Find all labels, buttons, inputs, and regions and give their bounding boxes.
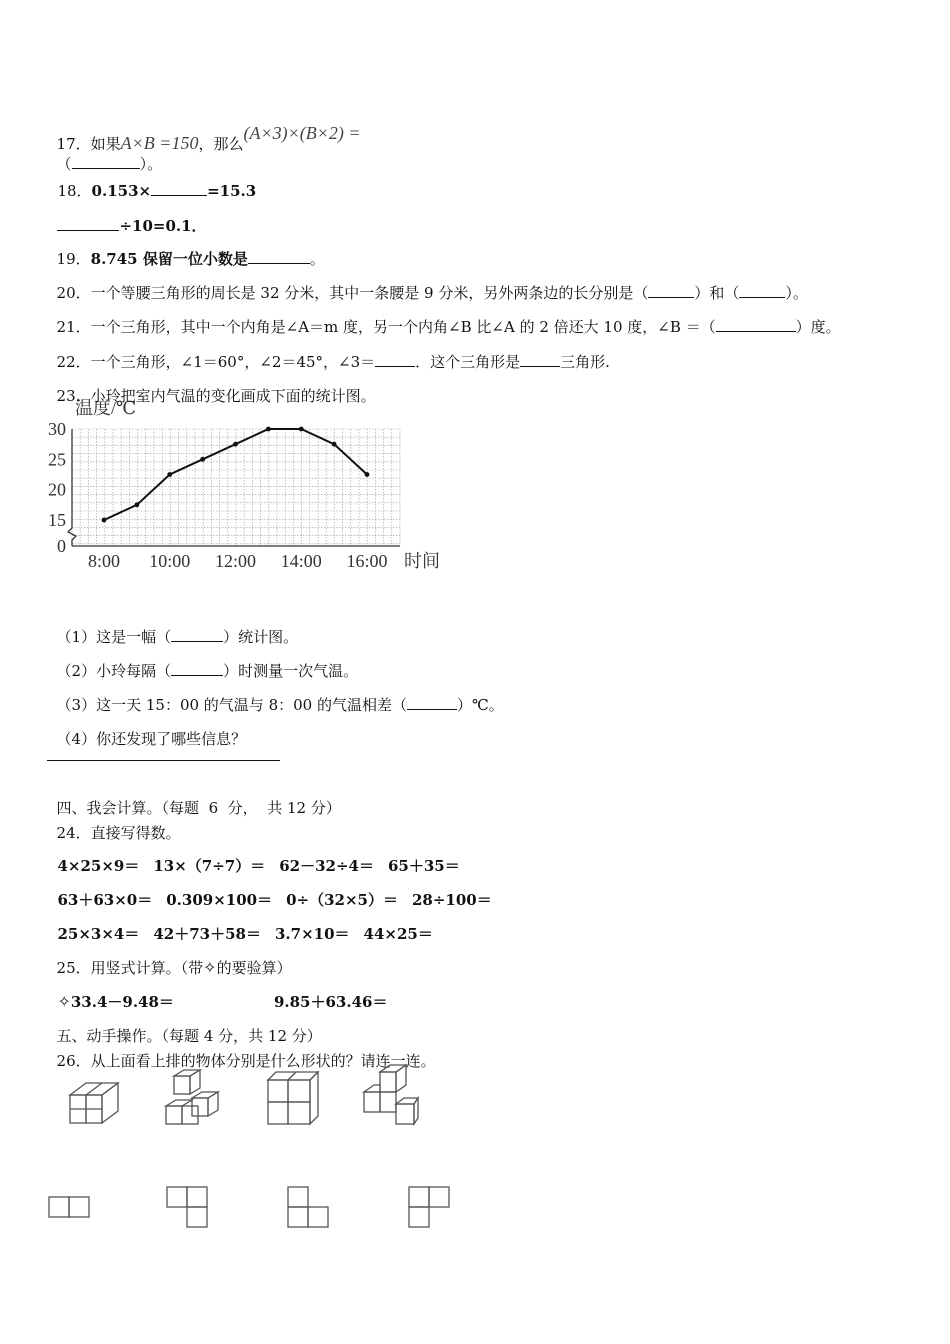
cube-object-4 <box>356 1062 426 1134</box>
q19-number: 19． <box>56 250 91 268</box>
cube-object-2 <box>158 1068 228 1134</box>
section-4-title: 四、我会计算。（每题 6 分， 共 12 分） <box>56 799 341 817</box>
y-tick-label: 30 <box>48 419 66 439</box>
q21-text: 一个三角形，其中一个内角是∠A＝m 度，另一个内角∠B 比∠A 的 2 倍还大 10 度，∠B ＝（ <box>90 318 716 336</box>
y-tick-label: 25 <box>48 449 66 470</box>
q21-blank[interactable] <box>716 317 796 332</box>
data-point <box>299 427 304 432</box>
q21-number: 21． <box>56 318 91 336</box>
q26-text: 从上面看上排的物体分别是什么形状的？请连一连。 <box>90 1052 436 1070</box>
calc-item: 0÷（32×5）＝ <box>286 891 398 909</box>
y-tick-label: 0 <box>57 536 66 556</box>
q22-blank-1[interactable] <box>375 352 415 367</box>
q23-sub3-a: （3）这一天 15：00 的气温与 8：00 的气温相差（ <box>56 696 407 714</box>
q18-blank-1[interactable] <box>151 181 207 196</box>
calc-item: 62－32÷4＝ <box>279 857 374 875</box>
q25-text-b: 的要验算） <box>216 959 292 977</box>
q23-number: 23． <box>56 387 91 405</box>
calc-item: 25×3×4＝ <box>57 925 140 943</box>
q17-mid: ，那么 <box>198 135 244 153</box>
q17-number: 17． <box>56 135 91 153</box>
x-tick-label: 16:00 <box>346 551 388 571</box>
q23-text: 小玲把室内气温的变化画成下面的统计图。 <box>90 387 376 405</box>
x-tick-label: 12:00 <box>214 551 257 571</box>
q23-sub1-blank[interactable] <box>171 627 223 642</box>
top-view-shape-4 <box>408 1186 454 1236</box>
data-point <box>233 442 238 447</box>
q20-number: 20． <box>56 284 91 302</box>
q26-number: 26． <box>56 1052 91 1070</box>
q20-blank-2[interactable] <box>739 283 785 298</box>
data-point <box>332 442 337 447</box>
q23-sub2-blank[interactable] <box>171 661 223 676</box>
top-view-shape-3 <box>287 1186 333 1236</box>
x-tick-labels <box>88 551 388 571</box>
data-point <box>266 427 271 432</box>
q22-number: 22． <box>56 353 91 371</box>
q23-sub2-b: ）时测量一次气温。 <box>223 662 359 680</box>
calc-item: 3.7×10＝ <box>274 925 350 943</box>
q24-text: 直接写得数。 <box>90 824 181 842</box>
calc-item: 42＋73＋58＝ <box>153 925 261 943</box>
q18-line1-b: =15.3 <box>207 182 257 200</box>
top-view-shape-1 <box>48 1196 92 1226</box>
q21-end: ）度。 <box>795 318 841 336</box>
q23-sub4-text: （4）你还发现了哪些信息？ <box>56 730 247 748</box>
calc-item: 65＋35＝ <box>388 857 460 875</box>
q19-text: 8.745 保留一位小数是 <box>90 250 248 268</box>
q17-paren-close: ）。 <box>139 155 163 173</box>
q23-sub1-b: ）统计图。 <box>223 628 299 646</box>
q24-number: 24． <box>56 824 91 842</box>
y-axis <box>68 429 76 546</box>
q18-line1-a: 0.153× <box>91 182 152 200</box>
q25-item-1: 33.4－9.48＝ <box>70 993 174 1011</box>
y-axis-label: 温度/℃ <box>75 398 137 418</box>
x-axis-label: 时间 <box>404 551 440 571</box>
q18-line2-b: ÷10=0.1． <box>119 217 207 235</box>
x-tick-label: 8:00 <box>87 551 121 571</box>
question-18 <box>47 161 256 201</box>
q17-paren-open: （ <box>56 155 72 173</box>
q22-text: 一个三角形，∠1＝60°，∠2＝45°，∠3＝ <box>90 353 376 371</box>
q23-sub2-a: （2）小玲每隔（ <box>56 662 172 680</box>
q17-pre: 如果 <box>90 135 121 153</box>
q23-sub1-a: （1）这是一幅（ <box>56 628 172 646</box>
cube-object-3 <box>262 1068 327 1134</box>
y-tick-labels <box>48 419 66 556</box>
data-point <box>134 502 139 507</box>
y-tick-label: 15 <box>48 510 66 530</box>
q19-end: 。 <box>309 250 325 268</box>
x-tick-label: 14:00 <box>280 551 322 571</box>
chart-axes <box>68 429 400 546</box>
question-21 <box>47 297 841 337</box>
star-icon: ✧ <box>57 992 71 1011</box>
top-view-shape-2 <box>166 1186 212 1234</box>
q18-number: 18． <box>57 182 92 200</box>
q22-blank-2[interactable] <box>520 352 560 367</box>
data-point <box>365 472 370 477</box>
q17-formula-2: (A×3)×(B×2) = <box>243 123 361 143</box>
calc-item: 28÷100＝ <box>411 891 492 909</box>
q22-mid: ．这个三角形是 <box>415 353 521 371</box>
data-point <box>102 518 107 523</box>
chart-grid <box>72 429 400 546</box>
q19-blank[interactable] <box>248 249 310 264</box>
x-tick-label: 10:00 <box>149 551 191 571</box>
q20-end: ）。 <box>785 284 808 302</box>
star-icon: ✧ <box>203 958 217 977</box>
q22-end: 三角形. <box>560 353 610 371</box>
calc-item: 44×25＝ <box>363 925 433 943</box>
q25-item-2: 9.85＋63.46＝ <box>273 993 388 1011</box>
data-point <box>167 472 172 477</box>
q23-sub3-b: ）℃。 <box>456 696 504 714</box>
q23-answer-line[interactable] <box>47 760 280 761</box>
calc-item: 63＋63×0＝ <box>57 891 153 909</box>
q25-number: 25． <box>56 959 91 977</box>
calc-item: 4×25×9＝ <box>57 857 140 875</box>
q20-mid: ）和（ <box>694 284 740 302</box>
y-tick-label: 20 <box>48 479 66 500</box>
data-point <box>200 457 205 462</box>
q23-sub4 <box>47 709 246 749</box>
q20-text: 一个等腰三角形的周长是 32 分米，其中一条腰是 9 分米，另外两条边的长分别是（ <box>90 284 649 302</box>
calc-item: 0.309×100＝ <box>166 891 273 909</box>
cube-object-1 <box>60 1075 130 1134</box>
q20-blank-1[interactable] <box>648 283 694 298</box>
q17-formula-1: A×B =150 <box>120 133 199 153</box>
calc-item: 13×（7÷7）＝ <box>153 857 266 875</box>
q25-text-a: 用竖式计算。（带 <box>90 959 204 977</box>
section-5-title: 五、动手操作。（每题 4 分，共 12 分） <box>56 1027 322 1045</box>
temperature-chart <box>40 392 460 581</box>
q23-sub3-blank[interactable] <box>407 695 457 710</box>
